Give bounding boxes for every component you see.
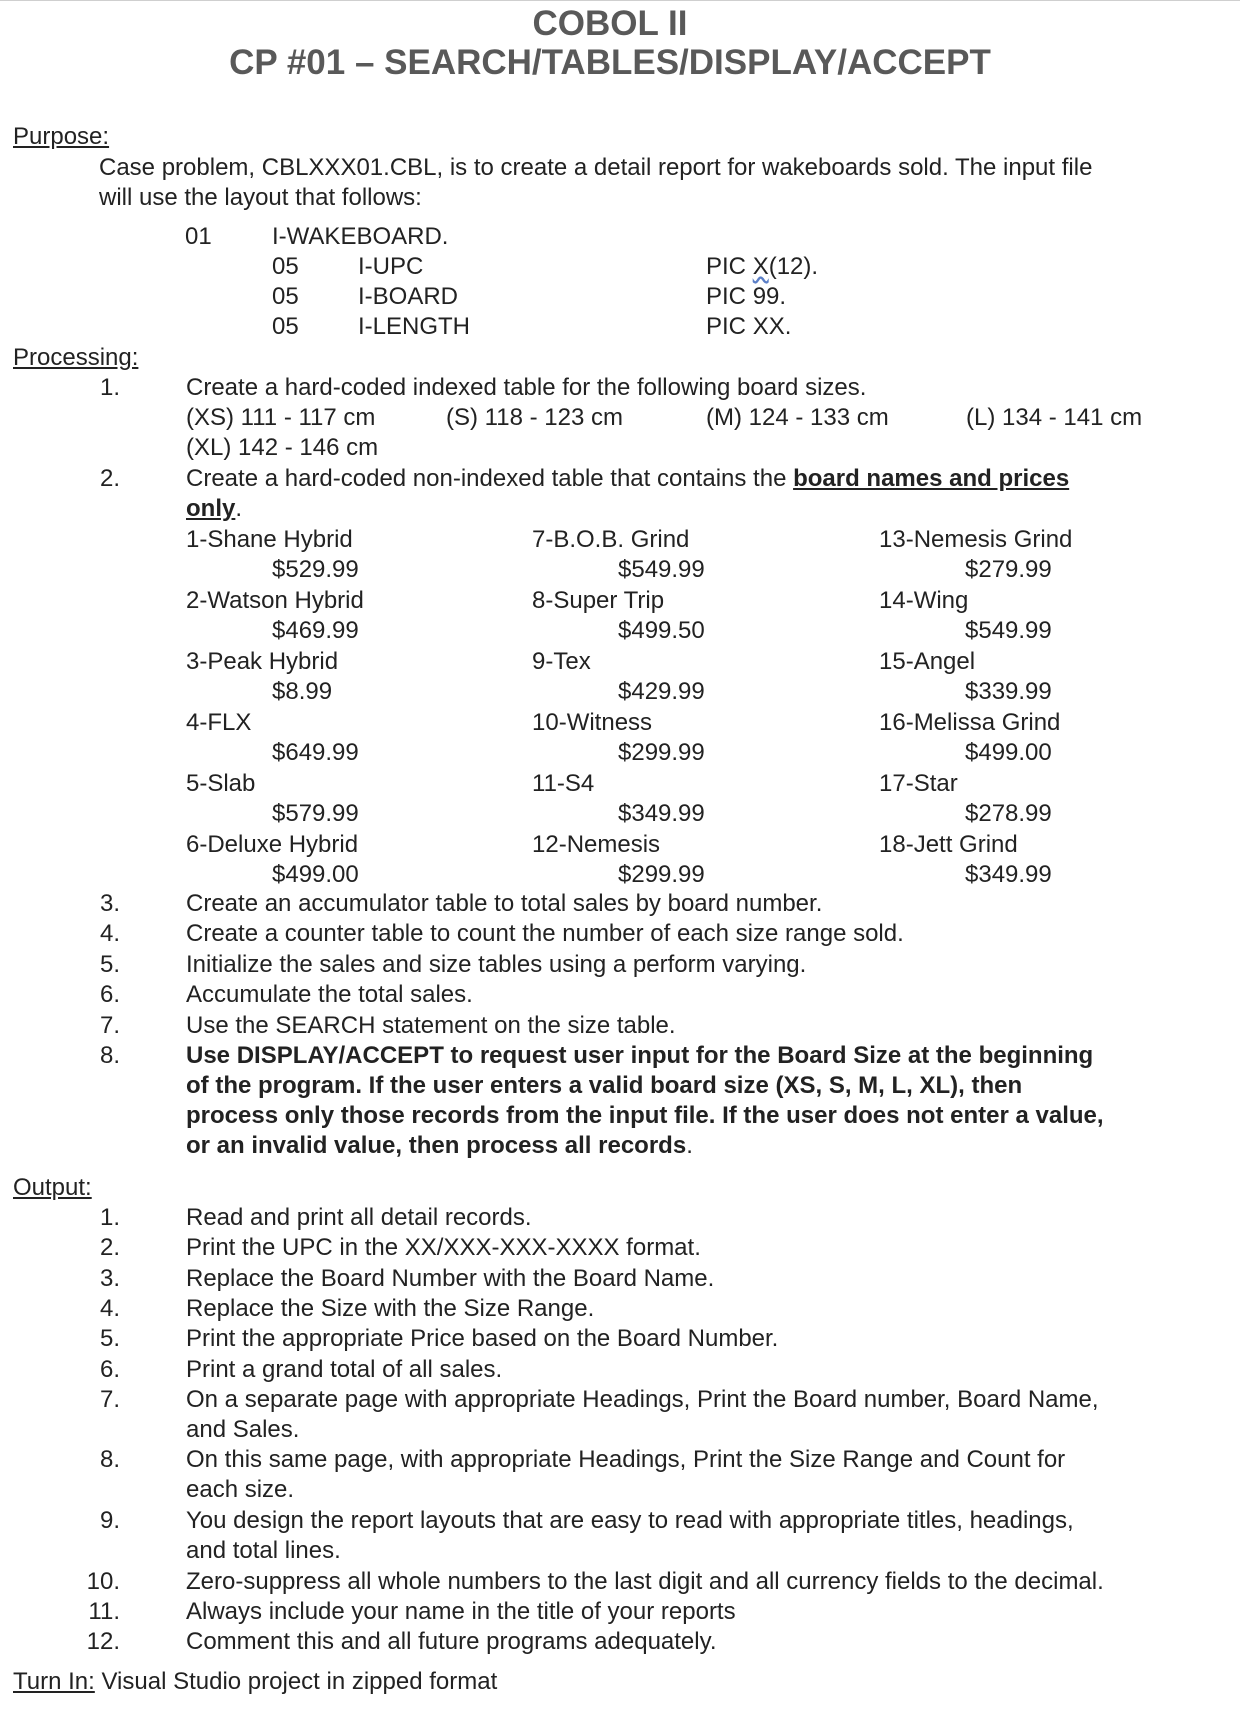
size-range: (L) 134 - 141 cm [966,404,1143,431]
board-name: 10-Witness [532,709,653,736]
board-name: 17-Star [879,770,958,797]
board-price: $469.99 [272,617,359,644]
processing-item-text-cont: only. [186,495,243,522]
board-price: $349.99 [965,861,1052,888]
doc-title-line1: COBOL II [532,4,688,43]
output-item-number: 1. [99,1204,120,1231]
processing-item-number: 6. [99,981,120,1009]
board-price: $579.99 [272,800,359,827]
output-item-number: 5. [99,1325,120,1353]
size-range: (XS) 111 - 117 cm [186,404,376,431]
output-item-text: Print a grand total of all sales. [186,1355,503,1383]
processing-item-bold-line: Use DISPLAY/ACCEPT to request user input for the Board Size at the beginning [186,1042,1094,1069]
field-level: 05 [272,283,299,310]
board-name: 11-S4 [532,770,595,797]
record-level: 01 [185,223,212,250]
output-item-text: Print the UPC in the XX/XXX-XXX-XXXX format. [186,1234,701,1262]
field-name: I-BOARD [358,283,459,310]
field-name: I-LENGTH [358,313,471,340]
purpose-text-line1: Case problem, CBLXXX01.CBL, is to create a detail report for wakeboards sold. The input file [99,154,1093,181]
processing-item-number: 2. [99,465,120,492]
board-name: 4-FLX [186,709,252,736]
processing-item-number: 7. [99,1011,120,1039]
output-item-text: Replace the Size with the Size Range. [186,1294,595,1322]
output-item-text: each size. [186,1476,295,1504]
processing-item-text: Use the SEARCH statement on the size table. [186,1011,676,1039]
board-price: $299.99 [618,739,705,766]
output-item-number: 8. [99,1446,120,1474]
board-name: 7-B.O.B. Grind [532,526,690,553]
output-item-number: 10. [86,1567,120,1595]
output-item-text: Zero-suppress all whole numbers to the last digit and all currency fields to the decimal. [186,1567,1104,1595]
board-price: $499.50 [618,617,705,644]
board-name: 16-Melissa Grind [879,709,1061,736]
board-price: $499.00 [272,861,359,888]
board-price: $549.99 [618,556,705,583]
output-item-text: Comment this and all future programs adequately. [186,1628,717,1656]
processing-item-bold-line: of the program. If the user enters a valid board size (XS, S, M, L, XL), then [186,1072,1023,1099]
processing-item-number: 1. [99,374,120,401]
board-name: 3-Peak Hybrid [186,648,339,675]
output-item-number: 7. [99,1385,120,1413]
board-price: $499.00 [965,739,1052,766]
page-top-border [0,0,1240,1]
board-name: 13-Nemesis Grind [879,526,1073,553]
field-pic: PIC XX. [706,313,792,340]
record-name: I-WAKEBOARD. [272,223,449,250]
output-item-number: 9. [99,1507,120,1534]
board-price: $429.99 [618,678,705,705]
processing-item-text: Create a hard-coded non-indexed table that contains the board names and prices [186,465,1070,492]
output-item-text: Read and print all detail records. [186,1204,532,1231]
board-name: 14-Wing [879,587,969,614]
output-item-text: On this same page, with appropriate Headings, Print the Size Range and Count for [186,1446,1066,1474]
field-pic: PIC 99. [706,283,787,310]
board-name: 9-Tex [532,648,591,675]
processing-item-text: Create an accumulator table to total sales by board number. [186,890,823,917]
board-name: 12-Nemesis [532,831,661,858]
processing-item-number: 3. [99,890,120,917]
processing-item-number: 5. [99,950,120,978]
output-item-text: Print the appropriate Price based on the Board Number. [186,1325,779,1353]
processing-item-number: 8. [99,1042,120,1069]
output-item-number: 11. [88,1597,120,1625]
processing-item-bold-line: or an invalid value, then process all records. [186,1132,693,1159]
board-name: 6-Deluxe Hybrid [186,831,359,858]
field-name: I-UPC [358,253,424,280]
board-name: 8-Super Trip [532,587,665,614]
doc-title-line2: CP #01 – SEARCH/TABLES/DISPLAY/ACCEPT [229,43,991,82]
board-price: $549.99 [965,617,1052,644]
output-item-text: On a separate page with appropriate Headings, Print the Board number, Board Name, [186,1385,1099,1413]
output-item-text: and total lines. [186,1537,341,1564]
output-item-text: Always include your name in the title of your reports [186,1597,736,1625]
field-pic: PIC X(12). [706,253,819,280]
board-price: $278.99 [965,800,1052,827]
processing-item-text: Accumulate the total sales. [186,981,473,1009]
turn-in-line [13,1667,497,1697]
purpose-text-line2: will use the layout that follows: [99,184,422,211]
emphasis-text: only [186,495,236,522]
board-price: $279.99 [965,556,1052,583]
field-level: 05 [272,313,299,340]
size-range: (XL) 142 - 146 cm [186,434,379,461]
output-item-number: 3. [99,1264,120,1292]
board-price: $349.99 [618,800,705,827]
size-range: (S) 118 - 123 cm [446,404,623,431]
board-name: 2-Watson Hybrid [186,587,364,614]
turn-in-text: Visual Studio project in zipped format [94,1668,498,1695]
board-price: $299.99 [618,861,705,888]
output-item-text: You design the report layouts that are easy to read with appropriate titles, headings, [186,1507,1074,1534]
output-item-text: and Sales. [186,1415,300,1443]
output-item-number: 4. [99,1294,120,1322]
output-item-number: 2. [99,1234,120,1262]
board-name: 15-Angel [879,648,976,675]
processing-item-text: Initialize the sales and size tables using a perform varying. [186,950,807,978]
board-price: $339.99 [965,678,1052,705]
processing-item-bold-line: process only those records from the input file. If the user does not enter a value, [186,1102,1104,1129]
board-price: $649.99 [272,739,359,766]
board-price: $529.99 [272,556,359,583]
output-item-number: 6. [99,1355,120,1383]
purpose-label: Purpose: [13,123,110,150]
processing-item-number: 4. [99,920,120,948]
board-name: 5-Slab [186,770,256,797]
processing-item-text: Create a hard-coded indexed table for the following board sizes. [186,374,867,401]
processing-label: Processing: [13,344,139,371]
board-name: 18-Jett Grind [879,831,1018,858]
output-item-number: 12. [86,1628,120,1656]
emphasis-text: board names and prices [793,465,1070,492]
output-item-text: Replace the Board Number with the Board Name. [186,1264,715,1292]
turn-in-label: Turn In: [13,1668,95,1695]
board-name: 1-Shane Hybrid [186,526,353,553]
output-label: Output: [13,1174,92,1201]
size-range: (M) 124 - 133 cm [706,404,889,431]
field-level: 05 [272,253,299,280]
processing-item-text: Create a counter table to count the number of each size range sold. [186,920,904,948]
board-price: $8.99 [272,678,333,705]
